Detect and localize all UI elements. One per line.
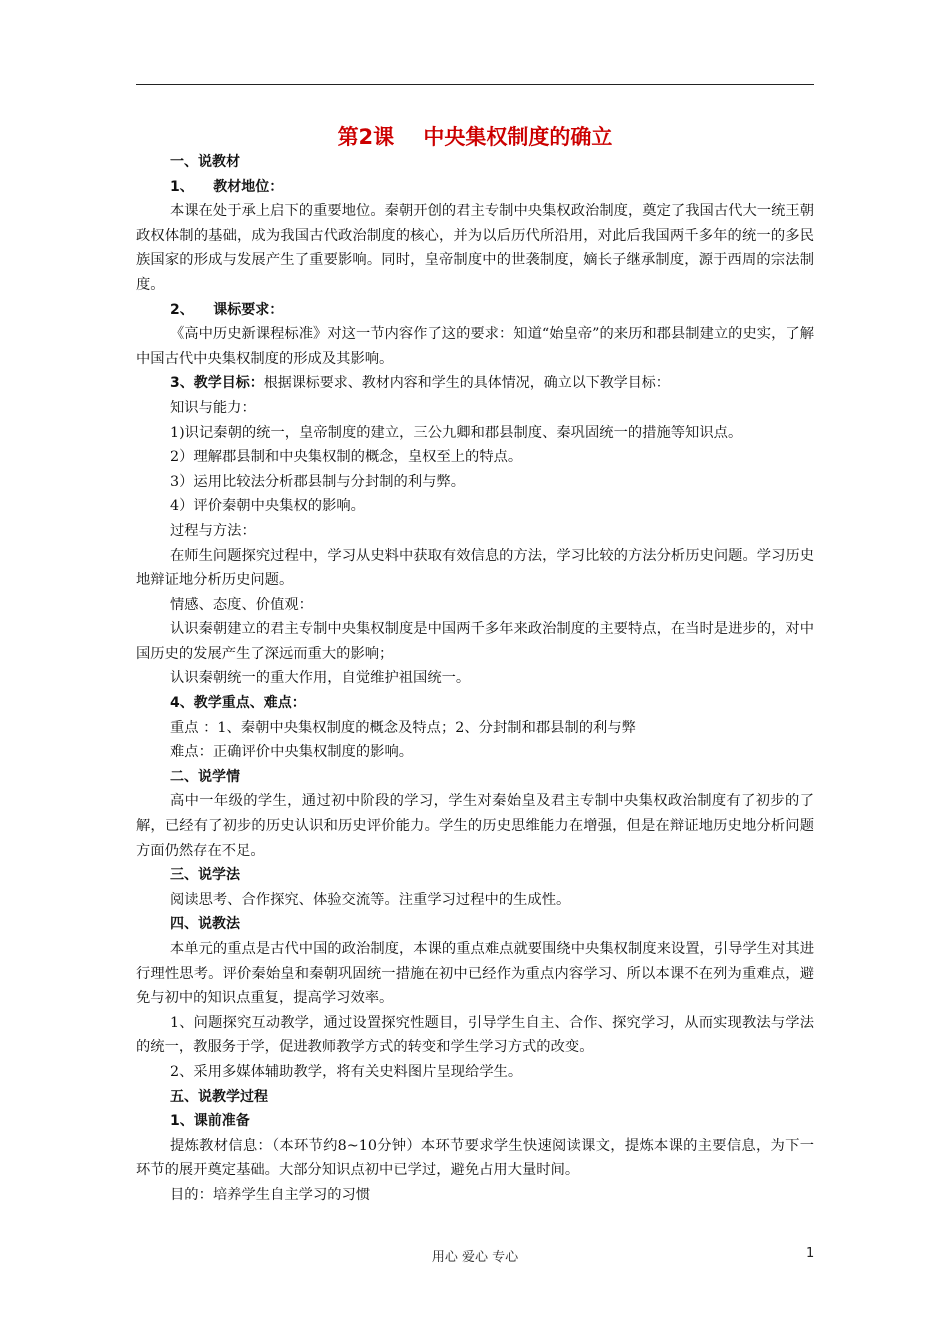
text: 1、课前准备 [170, 1113, 250, 1130]
text: 认识秦朝建立的君主专制中央集权制度是中国两千多年来政治制度的主要特点，在当时是进步的，对中国历史的发展产生了深远而重大的影响； [136, 621, 814, 662]
section-heading [136, 1109, 814, 1134]
text: 四、说教法 [170, 916, 240, 933]
paragraph [136, 1183, 814, 1208]
paragraph [136, 494, 814, 519]
text: 3、教学目标： [170, 375, 264, 392]
paragraph [136, 1060, 814, 1085]
paragraph [136, 519, 814, 544]
text: 认识秦朝统一的重大作用，自觉维护祖国统一。 [170, 670, 471, 687]
text: 《高中历史新课程标准》对这一节内容作了这的要求：知道“始皇帝”的来历和郡县制建立的史实，了解中国古代中央集权制度的形成及其影响。 [136, 326, 814, 367]
paragraph [136, 470, 814, 495]
paragraph [136, 617, 814, 666]
section-heading [136, 863, 814, 888]
text: 提炼教材信息：（本环节约8~10分钟）本环节要求学生快速阅读课文，提炼本课的主要信息，为下一环节的展开奠定基础。大部分知识点初中已学过，避免占用大量时间。 [136, 1137, 814, 1179]
section-heading [136, 691, 814, 716]
heading-rest: 根据课标要求、教材内容和学生的具体情况，确立以下教学目标： [263, 375, 670, 392]
section-heading [136, 150, 814, 175]
paragraph [136, 544, 814, 593]
text: 阅读思考、合作探究、体验交流等。注重学习过程中的生成性。 [170, 891, 571, 908]
paragraph [136, 1134, 814, 1183]
text: 知识与能力： [170, 399, 256, 416]
text: 情感、态度、价值观： [170, 596, 313, 613]
text: 3）运用比较法分析郡县制与分封制的利与弊。 [170, 473, 466, 490]
text: 4）评价秦朝中央集权的影响。 [170, 498, 365, 515]
page-number: 1 [806, 1246, 815, 1261]
text: 2、 课标要求： [170, 301, 284, 318]
paragraph [136, 199, 814, 297]
page-footer: 用心 爱心 专心 [431, 1250, 519, 1265]
paragraph [136, 716, 814, 741]
text: 过程与方法： [170, 522, 256, 539]
text: 1)识记秦朝的统一，皇帝制度的建立，三公九卿和郡县制度、秦巩固统一的措施等知识点。 [170, 424, 743, 441]
paragraph [136, 740, 814, 765]
document-body [136, 150, 814, 1208]
text: 1、问题探究互动教学，通过设置探究性题目，引导学生自主、合作、探究学习，从而实现教法与学法的统一，教服务于学，促进教师教学方式的转变和学生学习方式的改变。 [136, 1014, 814, 1056]
paragraph [136, 396, 814, 421]
text: 2）理解郡县制和中央集权制的概念，皇权至上的特点。 [170, 449, 523, 466]
lesson-title: 第2课 中央集权制度的确立 [337, 125, 613, 149]
text: 难点：正确评价中央集权制度的影响。 [170, 744, 414, 761]
text: 二、说学情 [170, 768, 240, 785]
paragraph [136, 937, 814, 1011]
paragraph [136, 421, 814, 446]
text: 目的：培养学生自主学习的习惯 [170, 1186, 371, 1203]
text: 高中一年级的学生，通过初中阶段的学习，学生对秦始皇及君主专制中央集权政治制度有了初步的了解，已经有了初步的历史认识和历史评价能力。学生的历史思维能力在增强，但是在辩证地历史地分析问题方面仍然存在不足。 [136, 793, 814, 859]
text: 本课在处于承上启下的重要地位。秦朝开创的君主专制中央集权政治制度，奠定了我国古代大一统王朝政权体制的基础，成为我国古代政治制度的核心，并为以后历代所沿用，对此后我国两千多年的统一的多民族国家的形成与发展产生了重要影响。同时，皇帝制度中的世袭制度，嫡长子继承制度，源于西周的宗法制度。 [136, 203, 814, 293]
section-heading [136, 1085, 814, 1110]
section-heading [136, 912, 814, 937]
section-heading [136, 371, 814, 396]
paragraph [136, 1011, 814, 1060]
text: 三、说学法 [170, 867, 240, 884]
text: 1、 教材地位： [170, 178, 284, 195]
paragraph [136, 789, 814, 863]
section-heading [136, 175, 814, 200]
text: 2、采用多媒体辅助教学，将有关史料图片呈现给学生。 [170, 1063, 523, 1080]
text: 在师生问题探究过程中，学习从史料中获取有效信息的方法，学习比较的方法分析历史问题。学习历史地辩证地分析历史问题。 [136, 547, 814, 589]
text: 4、教学重点、难点： [170, 695, 306, 712]
text: 一、说教材 [170, 154, 240, 170]
paragraph [136, 593, 814, 618]
section-heading [136, 298, 814, 323]
text: 重点 ：1、秦朝中央集权制度的概念及特点；2、分封制和郡县制的利与弊 [170, 719, 636, 736]
text: 五、说教学过程 [170, 1088, 268, 1105]
paragraph [136, 322, 814, 371]
paragraph [136, 445, 814, 470]
header-rule [136, 84, 814, 85]
text: 本单元的重点是古代中国的政治制度，本课的重点难点就要围绕中央集权制度来设置，引导学生对其进行理性思考。评价秦始皇和秦朝巩固统一措施在初中已经作为重点内容学习、所以本课不在列为重难点，避免与初中的知识点重复，提高学习效率。 [136, 941, 814, 1007]
paragraph [136, 666, 814, 691]
section-heading [136, 765, 814, 790]
paragraph [136, 888, 814, 913]
